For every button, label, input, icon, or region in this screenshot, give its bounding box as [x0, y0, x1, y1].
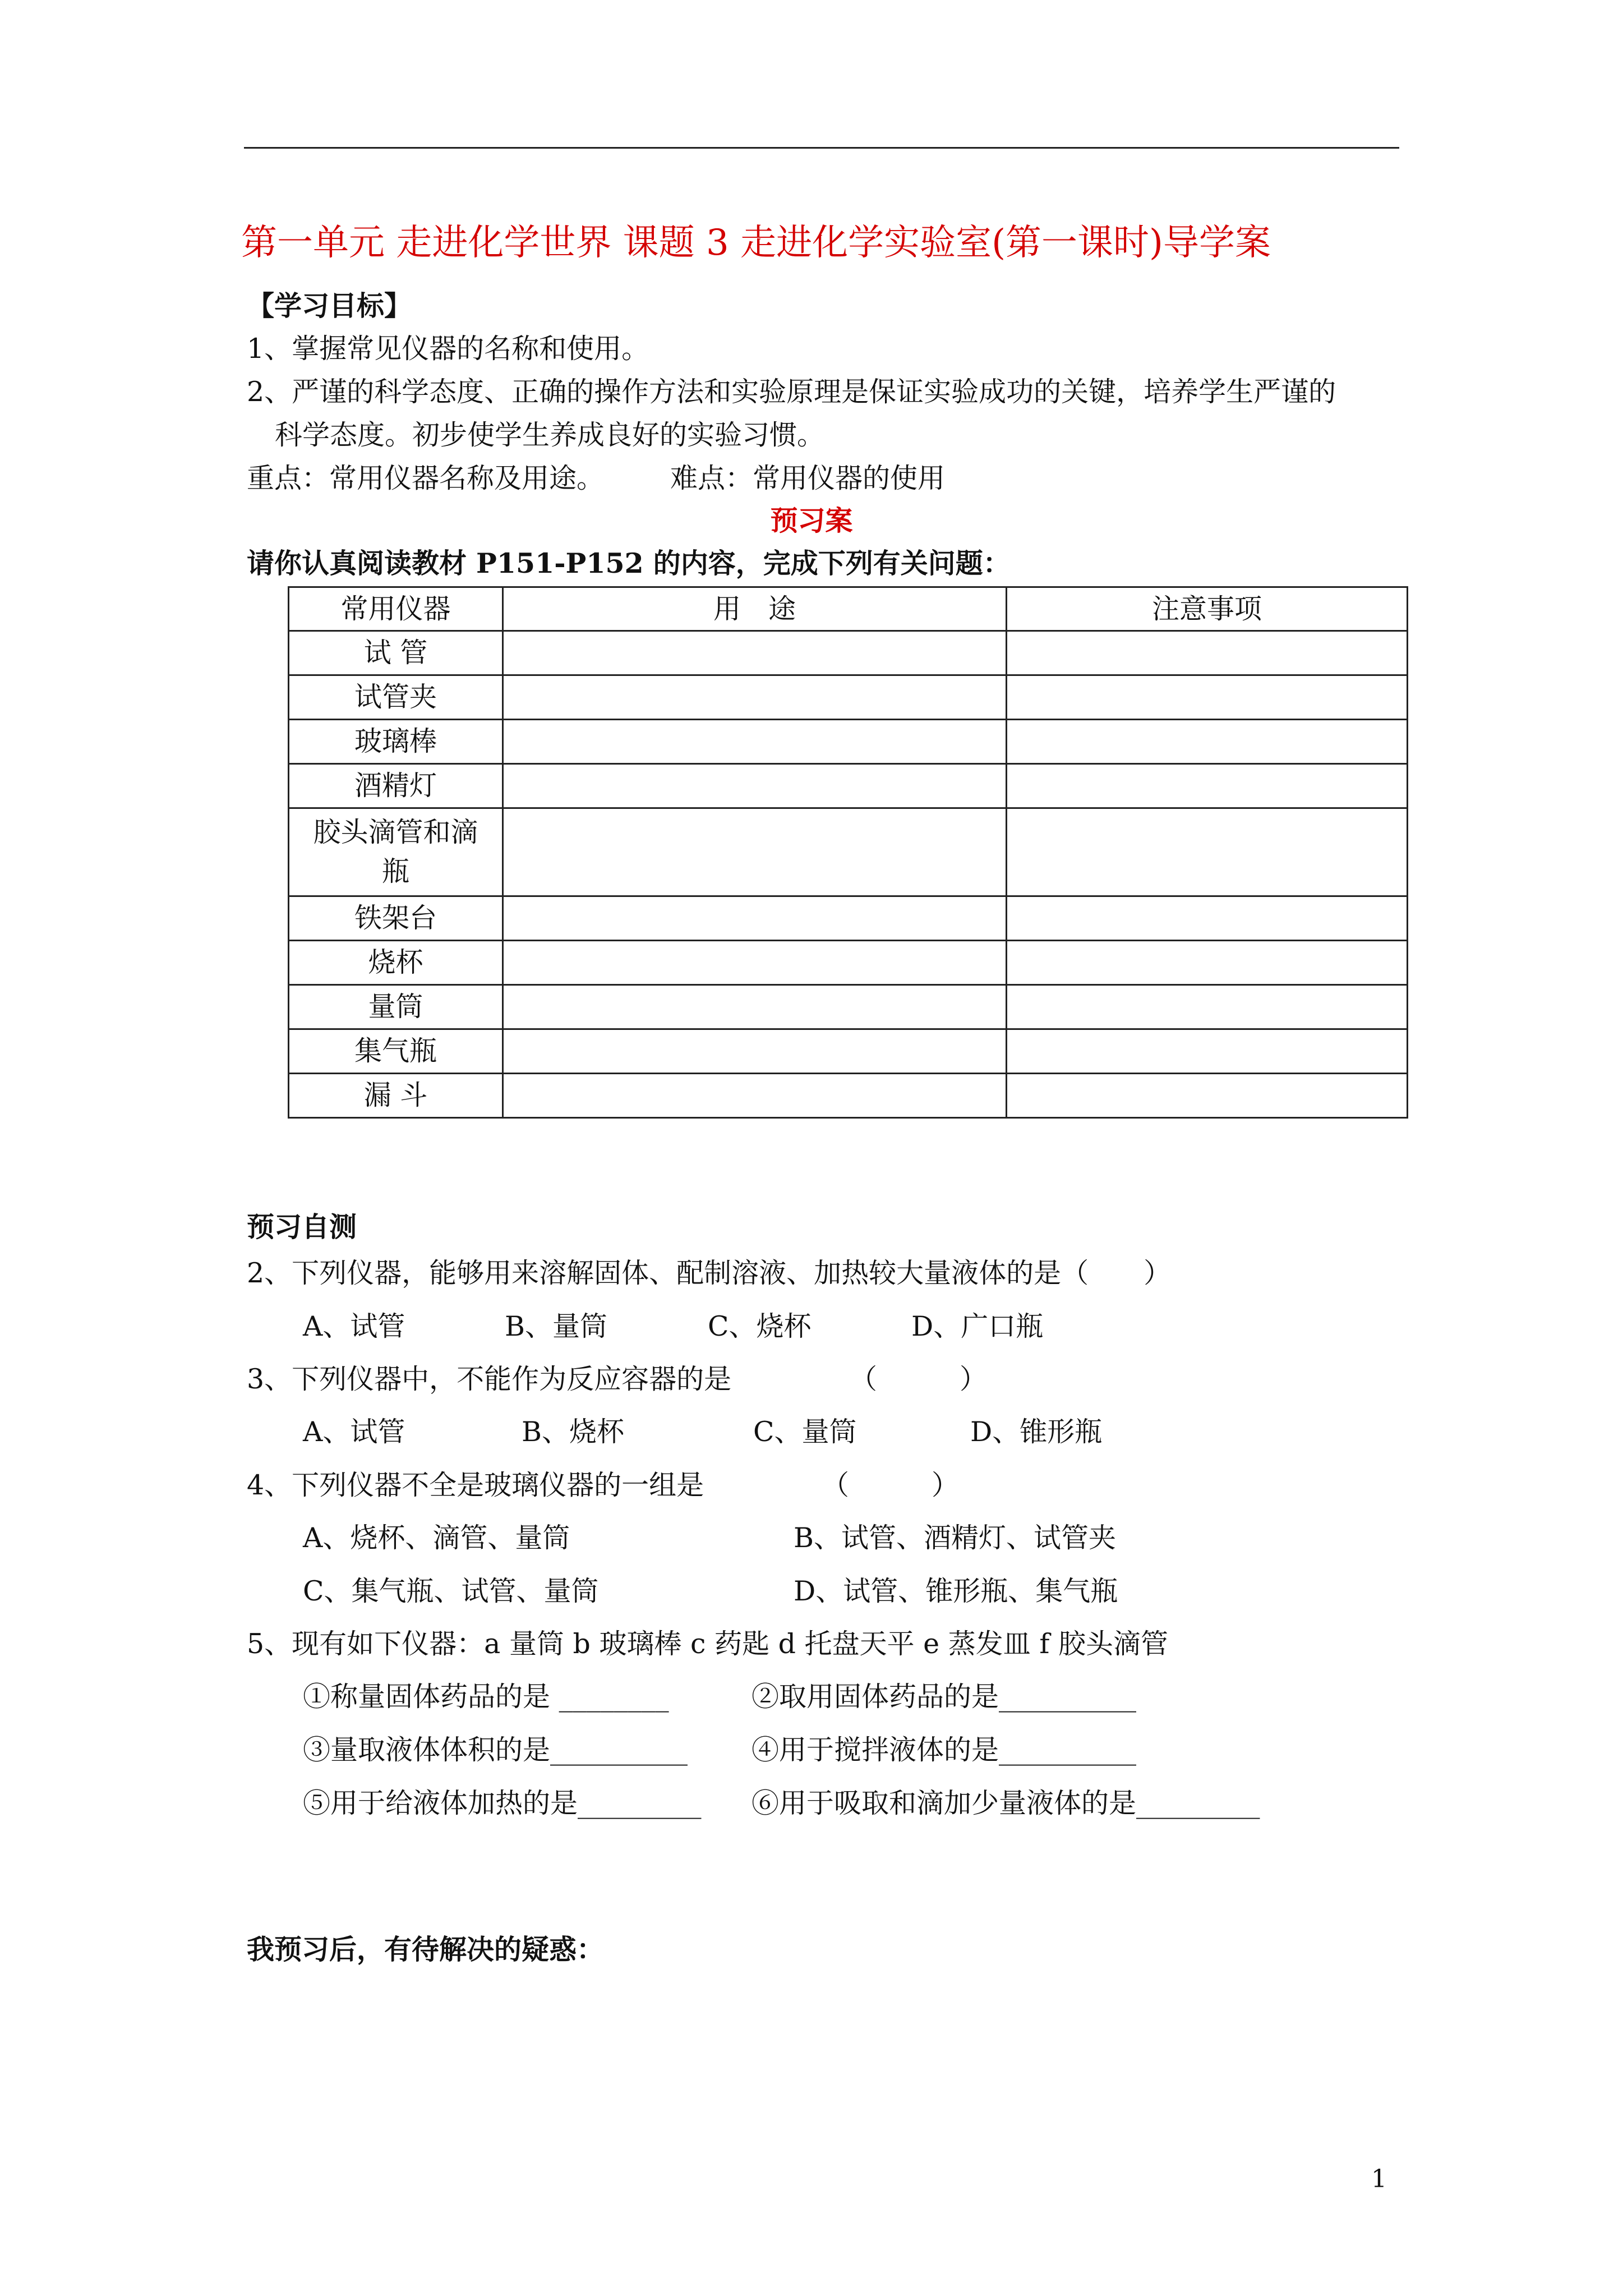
usage-cell[interactable]	[503, 675, 1007, 720]
instrument-name: 试管夹	[289, 675, 503, 720]
instrument-name: 胶头滴管和滴瓶	[289, 808, 503, 896]
q5-blank-1[interactable]: ①称量固体药品的是 ________	[303, 1681, 669, 1713]
table-row	[289, 941, 1408, 985]
usage-cell[interactable]	[503, 941, 1007, 985]
table-row	[289, 1074, 1408, 1118]
table-row	[289, 764, 1408, 808]
instrument-name: 漏 斗	[289, 1074, 503, 1118]
q5-blank-2[interactable]: ②取用固体药品的是__________	[751, 1681, 1137, 1713]
notes-cell[interactable]	[1007, 764, 1408, 808]
header-usage: 用 途	[503, 587, 1007, 631]
page-number: 1	[1371, 2165, 1387, 2193]
q3-option-d[interactable]: D、锥形瓶	[970, 1416, 1103, 1448]
usage-cell[interactable]	[503, 896, 1007, 941]
usage-cell[interactable]	[503, 764, 1007, 808]
objective-item-2-line-1: 2、严谨的科学态度、正确的操作方法和实验原理是保证实验成功的关键，培养学生严谨的	[247, 376, 1336, 408]
objective-item-1: 1、掌握常见仪器的名称和使用。	[247, 333, 649, 365]
instrument-name: 酒精灯	[289, 764, 503, 808]
instrument-name: 试 管	[289, 631, 503, 675]
question-4-answer-paren[interactable]: （ ）	[822, 1469, 960, 1501]
usage-cell[interactable]	[503, 808, 1007, 896]
q2-option-b[interactable]: B、量筒	[505, 1310, 608, 1342]
q4-option-d[interactable]: D、试管、锥形瓶、集气瓶	[794, 1575, 1118, 1607]
instrument-name: 集气瓶	[289, 1029, 503, 1074]
page-title: 第一单元 走进化学世界 课题 3 走进化学实验室(第一课时)导学案	[241, 222, 1271, 264]
objectives-heading: 【学习目标】	[247, 289, 412, 322]
notes-cell[interactable]	[1007, 808, 1408, 896]
notes-cell[interactable]	[1007, 1074, 1408, 1118]
header-instrument: 常用仪器	[289, 587, 503, 631]
doubts-prompt: 我预习后，有待解决的疑惑：	[247, 1933, 605, 1966]
header-rule	[244, 147, 1399, 149]
question-4-stem: 4、下列仪器不全是玻璃仪器的一组是	[247, 1469, 704, 1501]
notes-cell[interactable]	[1007, 941, 1408, 985]
table-row	[289, 675, 1408, 720]
q2-option-a[interactable]: A、试管	[303, 1310, 405, 1342]
q5-blank-4[interactable]: ④用于搅拌液体的是__________	[751, 1734, 1137, 1766]
q2-option-c[interactable]: C、烧杯	[708, 1310, 811, 1342]
q5-blank-5[interactable]: ⑤用于给液体加热的是_________	[303, 1787, 702, 1819]
notes-cell[interactable]	[1007, 1029, 1408, 1074]
table-row	[289, 808, 1408, 896]
table-row	[289, 1029, 1408, 1074]
table-row	[289, 631, 1408, 675]
reading-instruction: 请你认真阅读教材 P151-P152 的内容，完成下列有关问题：	[247, 547, 1011, 579]
q4-option-a[interactable]: A、烧杯、滴管、量筒	[303, 1522, 570, 1554]
instrument-name: 量筒	[289, 985, 503, 1029]
table-header-row	[289, 587, 1408, 631]
key-point: 重点：常用仪器名称及用途。	[247, 462, 605, 494]
question-3-stem: 3、下列仪器中，不能作为反应容器的是	[247, 1363, 732, 1395]
q2-option-d[interactable]: D、广口瓶	[911, 1310, 1044, 1342]
instrument-name: 玻璃棒	[289, 720, 503, 764]
q3-option-c[interactable]: C、量筒	[753, 1416, 857, 1448]
instrument-name: 烧杯	[289, 941, 503, 985]
notes-cell[interactable]	[1007, 675, 1408, 720]
usage-cell[interactable]	[503, 1074, 1007, 1118]
usage-cell[interactable]	[503, 985, 1007, 1029]
notes-cell[interactable]	[1007, 985, 1408, 1029]
question-3-answer-paren[interactable]: （ ）	[850, 1363, 988, 1395]
table-row	[289, 896, 1408, 941]
table-row	[289, 720, 1408, 764]
question-2-stem: 2、下列仪器，能够用来溶解固体、配制溶液、加热较大量液体的是（ ）	[247, 1257, 1172, 1289]
objective-item-2-line-2: 科学态度。初步使学生养成良好的实验习惯。	[275, 419, 825, 451]
preview-heading: 预习案	[770, 504, 853, 537]
self-test-heading: 预习自测	[247, 1211, 357, 1243]
q4-option-c[interactable]: C、集气瓶、试管、量筒	[303, 1575, 599, 1607]
q3-option-b[interactable]: B、烧杯	[522, 1416, 625, 1448]
usage-cell[interactable]	[503, 720, 1007, 764]
q4-option-b[interactable]: B、试管、酒精灯、试管夹	[794, 1522, 1117, 1554]
instrument-table	[288, 586, 1408, 1119]
instrument-name: 铁架台	[289, 896, 503, 941]
question-5-stem: 5、现有如下仪器：a 量筒 b 玻璃棒 c 药匙 d 托盘天平 e 蒸发皿 f 胶头滴管	[247, 1628, 1169, 1660]
notes-cell[interactable]	[1007, 896, 1408, 941]
notes-cell[interactable]	[1007, 720, 1408, 764]
difficulty-point: 难点：常用仪器的使用	[670, 462, 946, 494]
q3-option-a[interactable]: A、试管	[303, 1416, 405, 1448]
usage-cell[interactable]	[503, 631, 1007, 675]
q5-blank-3[interactable]: ③量取液体体积的是__________	[303, 1734, 688, 1766]
usage-cell[interactable]	[503, 1029, 1007, 1074]
q5-blank-6[interactable]: ⑥用于吸取和滴加少量液体的是_________	[751, 1787, 1260, 1819]
notes-cell[interactable]	[1007, 631, 1408, 675]
table-row	[289, 985, 1408, 1029]
header-notes: 注意事项	[1007, 587, 1408, 631]
